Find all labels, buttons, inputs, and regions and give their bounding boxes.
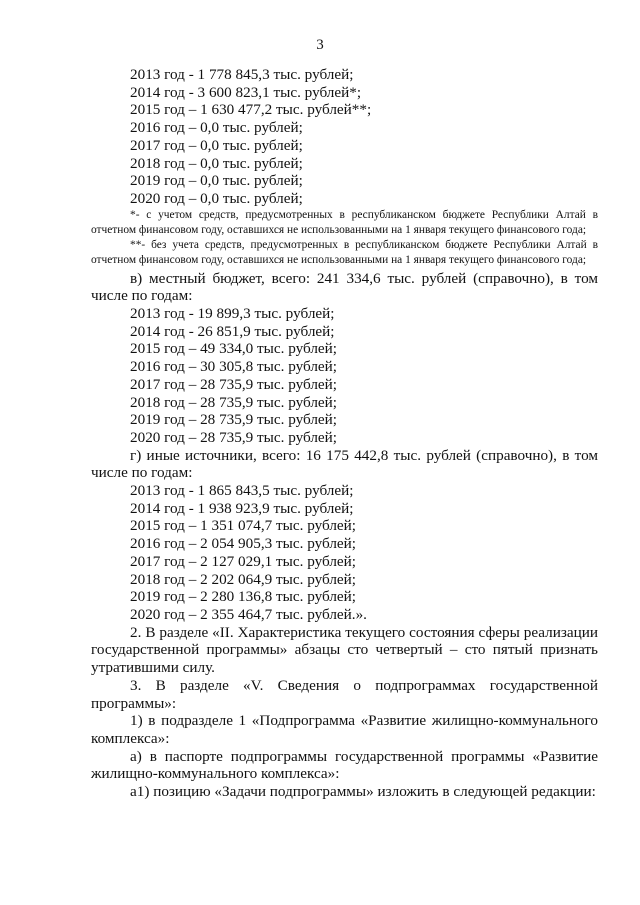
subsection-1-paragraph: 1) в подразделе 1 «Подпрограмма «Развитие жилищно-коммунального комплекса»: (91, 712, 598, 747)
page-number: 3 (316, 37, 324, 53)
local-year-line: 2019 год – 28 735,9 тыс. рублей; (130, 411, 338, 429)
local-budget-paragraph: в) местный бюджет, всего: 241 334,6 тыс. рублей (справочно), в том числе по годам: (91, 269, 598, 305)
local-year-line: 2014 год - 26 851,9 тыс. рублей; (130, 322, 335, 340)
section-ii-paragraph: 2. В разделе «II. Характеристика текущего состояния сферы реализации государственной программы» абзацы сто четвертый – сто пятый признать утратившими силу. (91, 623, 598, 677)
local-year-line: 2015 год – 49 334,0 тыс. рублей; (130, 340, 338, 358)
other-year-list (91, 482, 598, 624)
other-year-line: 2018 год – 2 202 064,9 тыс. рублей; (130, 570, 357, 588)
republic-year-list (91, 66, 598, 208)
other-year-line: 2017 год – 2 127 029,1 тыс. рублей; (130, 552, 357, 570)
other-year-line: 2016 год – 2 054 905,3 тыс. рублей; (130, 535, 357, 553)
other-year-line: 2019 год – 2 280 136,8 тыс. рублей; (130, 588, 357, 606)
republic-year-line: 2015 год – 1 630 477,2 тыс. рублей**; (130, 101, 372, 119)
local-year-line: 2017 год – 28 735,9 тыс. рублей; (130, 375, 338, 393)
local-year-line: 2020 год – 28 735,9 тыс. рублей; (130, 428, 338, 446)
section-v-paragraph: 3. В разделе «V. Сведения о подпрограммах государственной программы»: (91, 676, 598, 712)
document-body (91, 66, 598, 801)
republic-year-line: 2020 год – 0,0 тыс. рублей; (130, 189, 303, 207)
other-year-line: 2013 год - 1 865 843,5 тыс. рублей; (130, 482, 354, 500)
footnote: *- с учетом средств, предусмотренных в республиканском бюджете Республики Алтай в отчетном финансовом году, оставшихся не использованными на 1 января текущего финансового года; (91, 208, 598, 236)
other-year-line: 2020 год – 2 355 464,7 тыс. рублей.». (130, 605, 367, 623)
passport-paragraph: а) в паспорте подпрограммы государственной программы «Развитие жилищно-коммунального комплекса»: (91, 747, 598, 783)
tasks-position-paragraph: а1) позицию «Задачи подпрограммы» изложить в следующей редакции: (130, 783, 596, 801)
other-year-line: 2014 год - 1 938 923,9 тыс. рублей; (130, 499, 354, 517)
republic-year-line: 2017 год – 0,0 тыс. рублей; (130, 136, 303, 154)
republic-year-line: 2018 год – 0,0 тыс. рублей; (130, 154, 303, 172)
other-sources-paragraph: г) иные источники, всего: 16 175 442,8 тыс. рублей (справочно), в том числе по годам: (91, 446, 598, 482)
republic-year-line: 2016 год – 0,0 тыс. рублей; (130, 119, 303, 137)
local-year-line: 2018 год – 28 735,9 тыс. рублей; (130, 393, 338, 411)
republic-year-line: 2019 год – 0,0 тыс. рублей; (130, 172, 303, 190)
footnote: **- без учета средств, предусмотренных в республиканском бюджете Республики Алтай в отчетном финансовом году, оставшихся не использованными на 1 января текущего финансового года; (91, 238, 598, 266)
local-year-line: 2016 год – 30 305,8 тыс. рублей; (130, 358, 338, 376)
republic-year-line: 2014 год - 3 600 823,1 тыс. рублей*; (130, 83, 362, 101)
republic-year-line: 2013 год - 1 778 845,3 тыс. рублей; (130, 66, 354, 83)
local-year-list (91, 305, 598, 447)
local-year-line: 2013 год - 19 899,3 тыс. рублей; (130, 305, 335, 323)
other-year-line: 2015 год – 1 351 074,7 тыс. рублей; (130, 517, 357, 535)
